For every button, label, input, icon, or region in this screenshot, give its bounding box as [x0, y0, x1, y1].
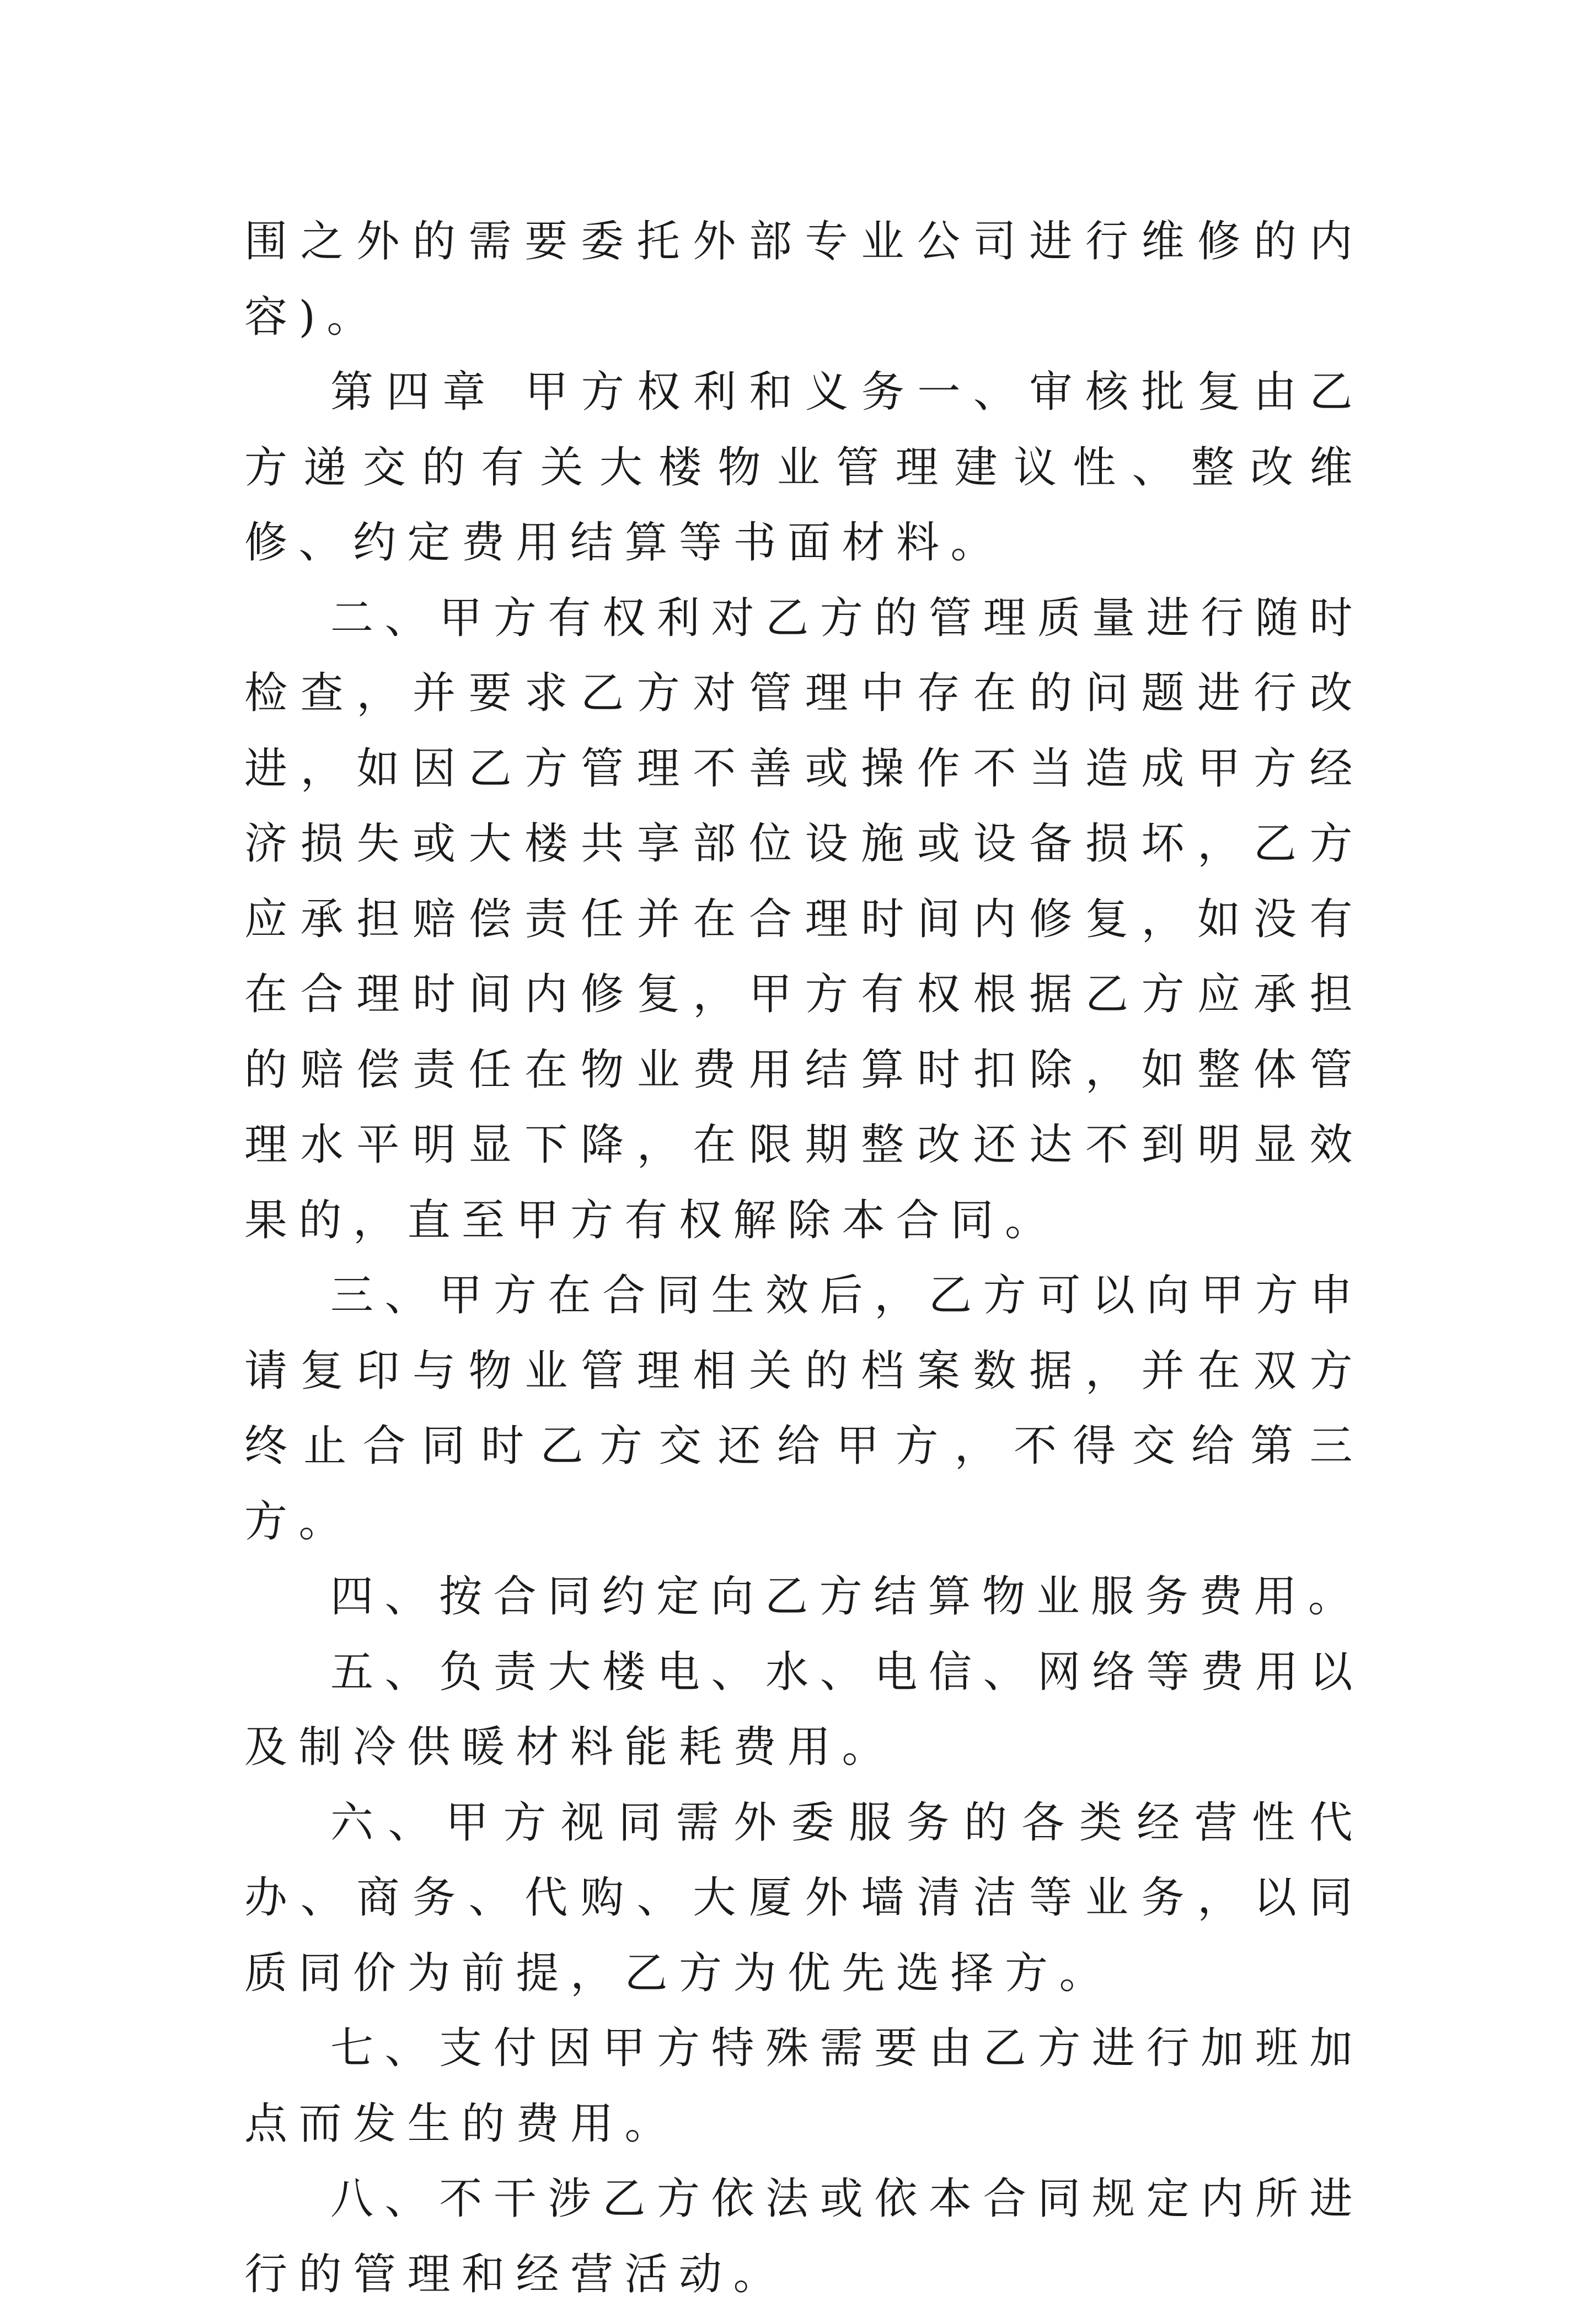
- document-body: [244, 204, 1364, 2312]
- paragraph-continuation: 围之外的需要委托外部专业公司进行维修的内容)。: [244, 217, 1364, 342]
- paragraph-item-6: 六、甲方视同需外委服务的各类经营性代办、商务、代购、大厦外墙清洁等业务，以同质同价为前提，乙方为优先选择方。: [244, 1797, 1364, 1998]
- paragraph-item-7: 七、支付因甲方特殊需要由乙方进行加班加点而发生的费用。: [244, 2024, 1364, 2149]
- paragraph-item-4: 四、按合同约定向乙方结算物业服务费用。: [330, 1572, 1363, 1621]
- paragraph-item-8: 八、不干涉乙方依法或依本合同规定内所进行的管理和经营活动。: [244, 2174, 1364, 2299]
- paragraph-item-5: 五、负责大楼电、水、电信、网络等费用以及制冷供暖材料能耗费用。: [244, 1647, 1364, 1772]
- paragraph-item-2: 二、甲方有权利对乙方的管理质量进行随时检查，并要求乙方对管理中存在的问题进行改进，如因乙方管理不善或操作不当造成甲方经济损失或大楼共享部位设施或设备损坏，乙方应承担赔偿责任并在合理时间内修复，如没有在合理时间内修复，甲方有权根据乙方应承担的赔偿责任在物业费用结算时扣除，如整体管理水平明显下降，在限期整改还达不到明显效果的，直至甲方有权解除本合同。: [244, 593, 1364, 1245]
- paragraph-item-3: 三、甲方在合同生效后，乙方可以向甲方申请复印与物业管理相关的档案数据，并在双方终止合同时乙方交还给甲方，不得交给第三方。: [244, 1271, 1364, 1546]
- paragraph-chapter-four: 第四章 甲方权利和义务一、审核批复由乙方递交的有关大楼物业管理建议性、整改维修、约定费用结算等书面材料。: [244, 367, 1364, 568]
